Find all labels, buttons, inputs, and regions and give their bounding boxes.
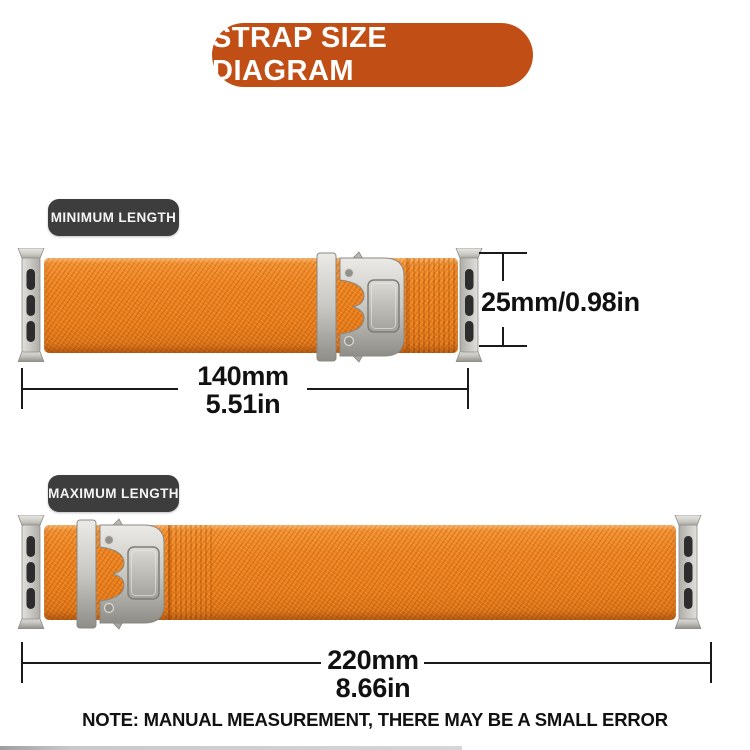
max-strap-fold: [168, 525, 212, 620]
page-title: STRAP SIZE DIAGRAM: [212, 22, 388, 87]
min-length-dim-right-tick: [467, 368, 469, 409]
max-length-mm: 220mm: [327, 645, 419, 675]
watch-adapter-icon: [17, 248, 45, 362]
buckle-icon: [316, 250, 410, 364]
max-length-in: 8.66in: [335, 673, 411, 703]
width-dim-top-stem: [502, 252, 504, 281]
min-strap-fold: [406, 258, 458, 353]
maximum-length-label: MAXIMUM LENGTH: [48, 486, 179, 501]
min-length-dim-right-line: [307, 388, 469, 390]
watch-adapter-icon: [674, 515, 702, 629]
max-length-dim-right-line: [424, 662, 712, 664]
max-length-dim-left-line: [21, 662, 321, 664]
min-length-in: 5.51in: [205, 389, 281, 419]
buckle-icon: [76, 517, 170, 631]
measurement-note: NOTE: MANUAL MEASUREMENT, THERE MAY BE A SMALL ERROR: [82, 709, 668, 730]
watch-adapter-icon: [17, 515, 45, 629]
title-badge: [212, 23, 533, 87]
strap-width-value: 25mm/0.98in: [481, 287, 640, 317]
min-length-value: [160, 362, 326, 418]
minimum-length-label: MINIMUM LENGTH: [50, 210, 177, 225]
bottom-edge-strip: [0, 746, 462, 750]
width-dim-bottom-bar: [479, 345, 527, 347]
min-length-dim-left-line: [21, 388, 178, 390]
min-length-mm: 140mm: [197, 361, 289, 391]
minimum-length-badge: [48, 199, 179, 236]
width-dim-bottom-stem: [502, 327, 504, 347]
max-length-dim-right-tick: [710, 642, 712, 683]
maximum-length-badge: [48, 475, 179, 512]
max-length-value: [290, 646, 456, 702]
